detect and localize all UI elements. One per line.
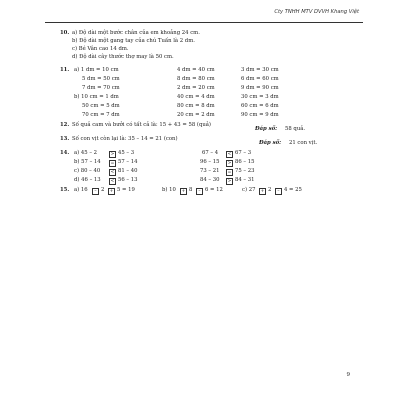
ex15-part: 6 = 12 <box>205 187 223 193</box>
ex12-answer-label: Đáp số: <box>255 126 278 132</box>
ex15-sign-box: + <box>260 189 265 194</box>
ex15-part: 2 <box>268 187 272 193</box>
ex14-left: 84 – 30 <box>200 177 220 183</box>
ex11-cell: 8 dm = 80 cm <box>177 76 215 82</box>
ex15-part: c) 27 <box>242 187 256 193</box>
ex14-right: 67 – 3 <box>235 150 252 156</box>
ex11-cell: 9 dm = 90 cm <box>241 85 279 91</box>
ex15-part: a) 16 <box>74 187 88 193</box>
ex14-sign-box: < <box>227 152 232 157</box>
ex11-cell: a) 1 dm = 10 cm <box>74 67 119 73</box>
ex13-number: 13. <box>60 136 70 142</box>
ex13-answer-label: Đáp số: <box>259 140 282 146</box>
ex10-b: b) Độ dài một gang tay của chú Tuấn là 2 dm. <box>72 38 195 44</box>
ex15-part: 5 = 19 <box>117 187 135 193</box>
ex14-right: 57 – 14 <box>118 159 138 165</box>
ex14-number: 14. <box>60 150 70 156</box>
ex14-left: d) 46 – 13 <box>74 177 101 183</box>
ex11-cell: 2 dm = 20 cm <box>177 85 215 91</box>
ex15-number: 15. <box>60 187 70 193</box>
ex14-sign-box: < <box>110 179 115 184</box>
ex15-part: 8 <box>189 187 193 193</box>
ex10-d: d) Độ dài cây thước thợ may là 50 cm. <box>72 54 174 60</box>
ex10-a: a) Độ dài một bước chân của em khoảng 24 cm. <box>72 30 200 36</box>
ex14-sign-box: = <box>110 161 115 166</box>
ex15-sign-box: – <box>275 188 282 195</box>
ex11-cell: 70 cm = 7 dm <box>82 112 120 118</box>
ex15-sign-box: + <box>181 189 186 194</box>
ex14-left: 73 – 21 <box>200 168 220 174</box>
ex14-right: 75 – 23 <box>235 168 255 174</box>
ex14-sign-box: > <box>227 179 232 184</box>
ex11-cell: 6 dm = 60 cm <box>241 76 279 82</box>
ex11-number: 11. <box>60 67 70 73</box>
ex14-left: 67 – 4 <box>202 150 219 156</box>
ex12-text: Số quả cam và bưởi có tất cả là: 15 + 43 = 58 (quả) <box>72 122 211 128</box>
publisher-name: Cty TNHH MTV DVVH Khang Việt <box>274 9 359 15</box>
ex15-part: b) 10 <box>162 187 176 193</box>
ex14-right: 45 – 3 <box>118 150 135 156</box>
ex11-cell: 30 cm = 3 dm <box>241 94 279 100</box>
ex14-sign-box: < <box>110 170 115 175</box>
ex11-cell: 40 cm = 4 dm <box>177 94 215 100</box>
ex15-sign-box: – <box>92 188 99 195</box>
ex11-cell: 20 cm = 2 dm <box>177 112 215 118</box>
ex11-cell: 50 cm = 5 dm <box>82 103 120 109</box>
book-page <box>45 6 363 394</box>
ex11-cell: 4 dm = 40 cm <box>177 67 215 73</box>
ex10-number: 10. <box>60 30 70 36</box>
ex11-cell: b) 10 cm = 1 dm <box>74 94 119 100</box>
ex13-answer: 21 con vịt. <box>289 140 318 146</box>
ex10-c: c) Bé Vân cao 14 dm. <box>72 46 129 52</box>
ex13-text: Số con vịt còn lại là: 35 – 14 = 21 (con) <box>72 136 178 142</box>
ex14-left: b) 57 – 14 <box>74 159 101 165</box>
ex15-part: 4 = 25 <box>284 187 302 193</box>
page-number: 9 <box>346 372 350 378</box>
ex15-part: 2 <box>101 187 105 193</box>
ex14-right: 81 – 40 <box>118 168 138 174</box>
ex14-sign-box: > <box>227 161 232 166</box>
ex14-left: 96 – 15 <box>200 159 220 165</box>
ex14-right: 86 – 15 <box>235 159 255 165</box>
ex11-cell: 60 cm = 6 dm <box>241 103 279 109</box>
ex14-left: c) 80 – 40 <box>74 168 101 174</box>
ex11-cell: 3 dm = 30 cm <box>241 67 279 73</box>
ex14-right: 56 – 13 <box>118 177 138 183</box>
ex11-cell: 5 dm = 50 cm <box>82 76 120 82</box>
ex15-sign-box: + <box>109 189 114 194</box>
ex12-number: 12. <box>60 122 70 128</box>
page-header <box>45 6 363 23</box>
ex15-sign-box: – <box>196 188 203 195</box>
ex11-cell: 7 dm = 70 cm <box>82 85 120 91</box>
ex12-answer: 58 quả. <box>285 126 306 132</box>
ex14-sign-box: > <box>110 152 115 157</box>
ex11-cell: 80 cm = 8 dm <box>177 103 215 109</box>
ex14-sign-box: = <box>227 170 232 175</box>
ex11-cell: 90 cm = 9 dm <box>241 112 279 118</box>
ex14-right: 84 – 31 <box>235 177 255 183</box>
ex14-left: a) 45 – 2 <box>74 150 98 156</box>
